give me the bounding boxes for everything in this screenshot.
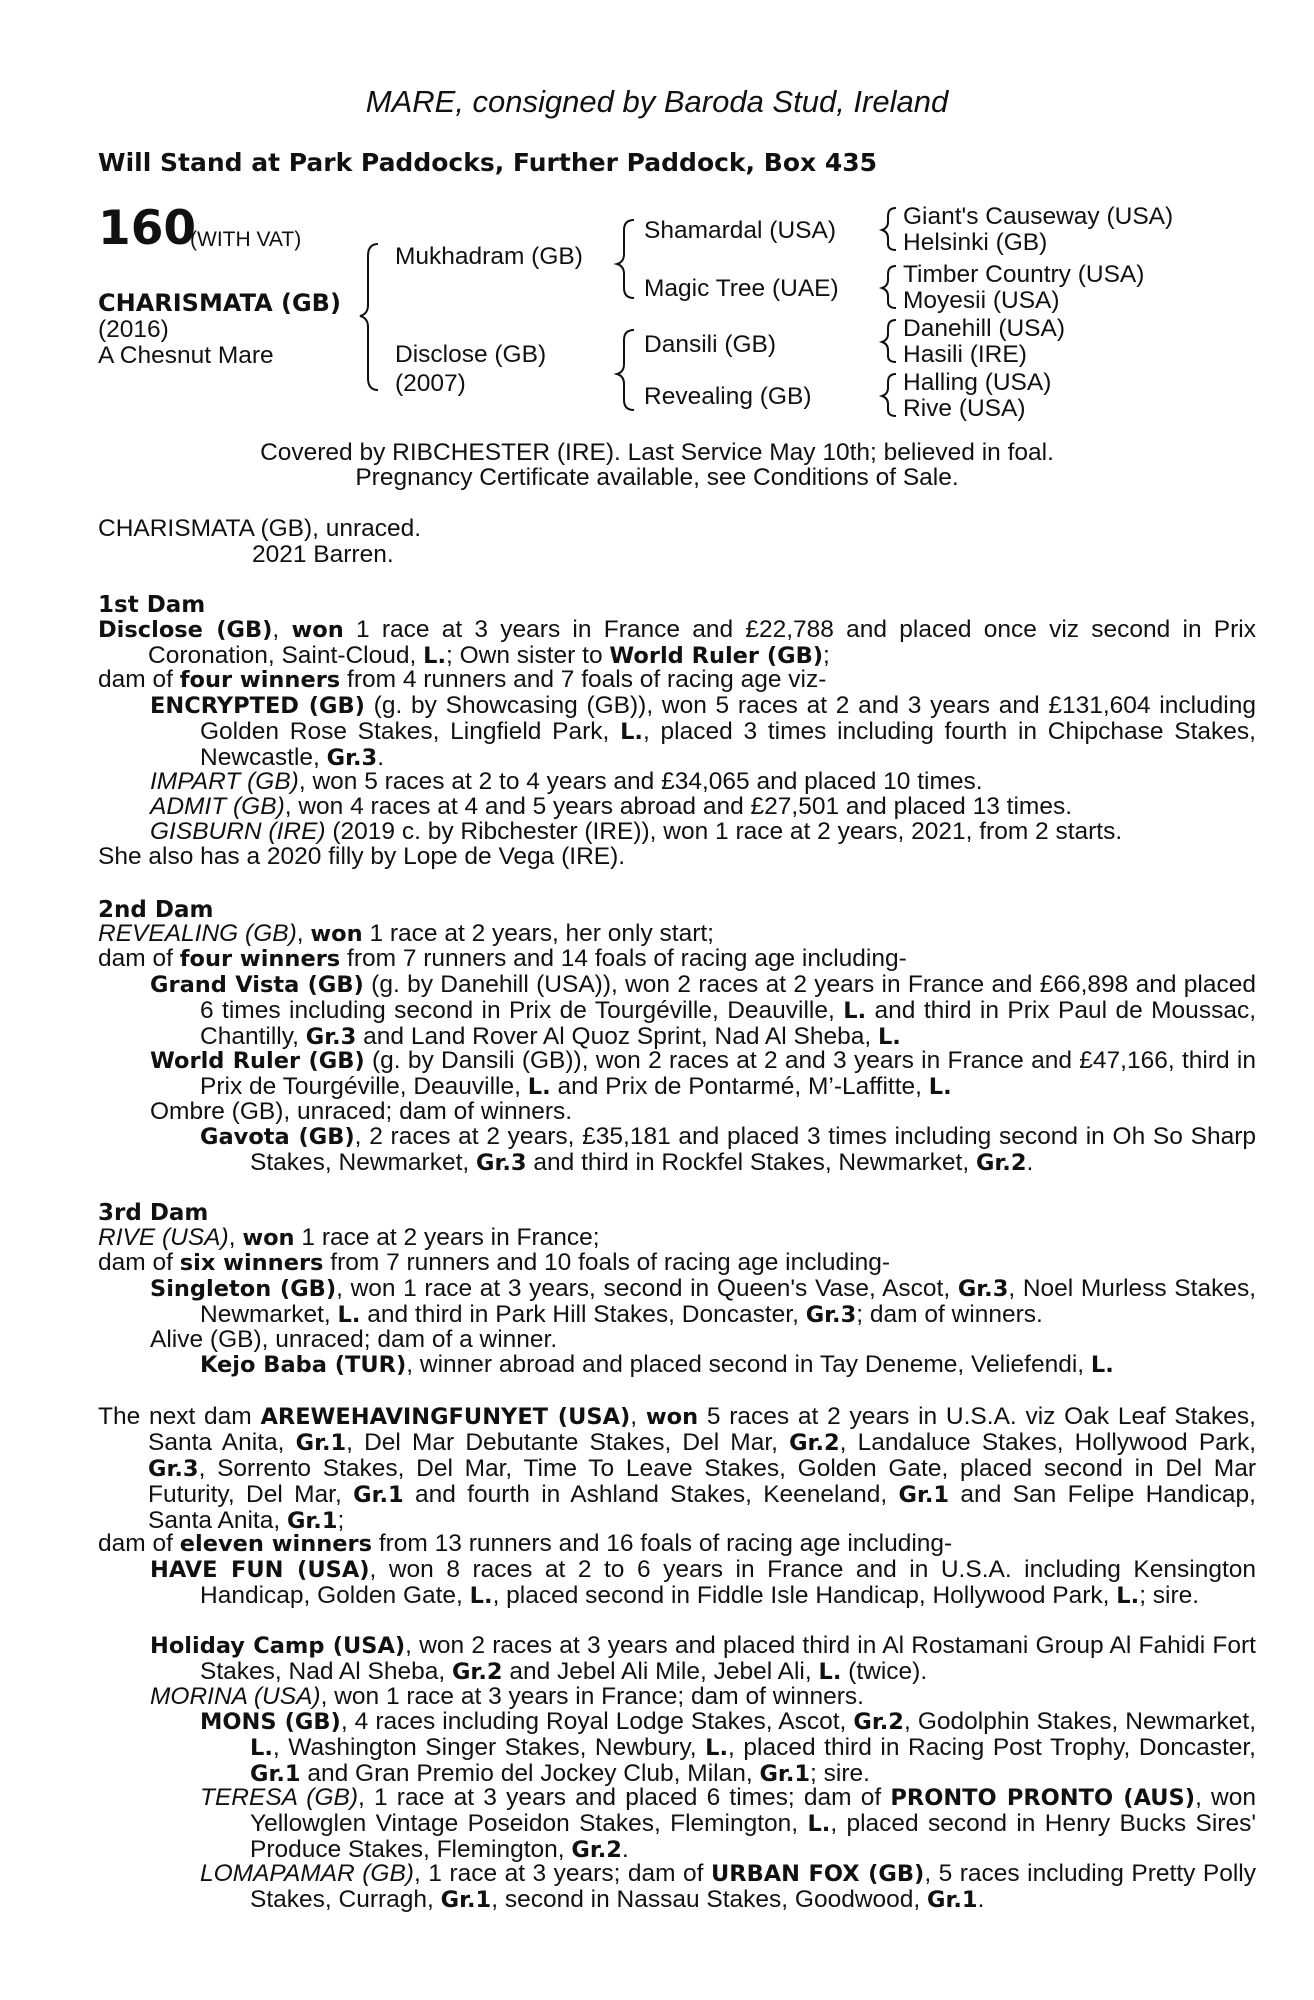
ggp-8: Rive (USA) [903,395,1026,422]
text-run: , [272,616,292,643]
text-run: L. [843,998,867,1024]
sire-sire-name: Shamardal (USA) [644,217,836,244]
text-run: L. [928,1074,952,1100]
text-run: dam of [98,945,180,972]
text-run: . [1026,1149,1034,1176]
text-run: six winners [179,1250,324,1276]
text-run: and third in Rockfel Stakes, Newmarket, [526,1149,976,1176]
first-dam-p1 [98,617,1256,669]
third-dam-p5 [200,1352,1114,1378]
text-run: (g. by Showcasing (GB)), won 5 races at 2 and 3 years and £131,604 including Golden Rose Stakes, Lingfield Park, [200,692,1256,745]
text-run: and Prix de Pontarmé, M’-Laffitte, [550,1073,929,1100]
text-run: The next dam [98,1403,261,1430]
text-run: L. [620,719,643,745]
text-run: from 7 runners and 14 foals of racing age including- [340,945,907,972]
dam-year: (2007) [395,370,466,397]
text-run: L. [423,643,446,669]
next-dam-p4 [150,1633,1256,1685]
vat-note: (WITH VAT) [190,228,302,251]
text-run: Gavota (GB) [200,1124,355,1150]
text-run: won [242,1225,295,1251]
ggp-7: Halling (USA) [903,369,1052,396]
lot-number: 160 [98,201,197,256]
next-dam-p1 [98,1404,1256,1534]
text-run: Gr.1 [898,1482,950,1508]
text-run: Gr.1 [295,1430,347,1456]
text-run: from 7 runners and 10 foals of racing age including- [323,1249,891,1276]
text-run: won [645,1404,699,1430]
text-run: from 4 runners and 7 foals of racing age viz- [340,666,827,693]
text-run: , Landaluce Stakes, Hollywood Park, [839,1429,1257,1456]
text-run: . [977,1886,985,1913]
text-run: MORINA (USA) [150,1683,321,1710]
text-run: World Ruler (GB) [609,643,824,669]
first-dam-p6 [150,819,1122,844]
text-run: and Gran Premio del Jockey Club, Milan, [300,1760,760,1787]
text-run: eleven winners [179,1531,373,1557]
text-run: Gr.3 [805,1302,857,1328]
text-run: REVEALING (GB) [98,920,297,947]
text-run: . [377,744,385,771]
horse-description: A Chesnut Mare [98,342,274,369]
text-run: Gr.3 [148,1456,199,1482]
text-run: (g. by Danehill (USA)), won 2 races at 2 years in France and £66,898 and placed 6 times including second in Prix de Tourgéville, Deauville, [200,971,1256,1024]
text-run: , 1 race at 3 years; dam of [413,1860,712,1887]
ggp-2: Helsinki (GB) [903,229,1048,256]
text-run: ENCRYPTED (GB) [150,693,365,719]
text-run: Alive (GB), unraced; dam of a winner. [150,1326,558,1353]
text-run: , 4 races including Royal Lodge Stakes, Ascot, [340,1708,854,1735]
text-run: , [296,920,311,947]
text-run: Gr.3 [957,1276,1009,1302]
first-dam-p5 [150,794,1072,819]
text-run: ; [823,642,830,669]
text-run: IMPART (GB) [150,768,299,795]
text-run: , won 5 races at 2 to 4 years and £34,065 and placed 10 times. [298,768,983,795]
third-dam-p1 [98,1225,600,1251]
first-dam-heading: 1st Dam [98,592,206,618]
text-run: ; sire. [1139,1582,1200,1609]
text-run: Gr.1 [250,1761,301,1787]
text-run: , Washington Singer Stakes, Newbury, [272,1734,706,1761]
covered-line-2: Pregnancy Certificate available, see Conditions of Sale. [355,464,959,491]
text-run: Gr.3 [326,745,378,771]
next-dam-p5 [150,1684,864,1709]
text-run: Ombre (GB), unraced; dam of winners. [150,1098,573,1125]
text-run: and Land Rover Al Quoz Sprint, Nad Al Sheba, [356,1023,878,1050]
text-run: , [630,1403,646,1430]
summary-line-1: CHARISMATA (GB), unraced. [98,515,422,542]
text-run: , Sorrento Stakes, Del Mar, Time To Leave Stakes, Golden Gate, placed second in Del Mar Futurity, Del Mar, [148,1455,1256,1508]
horse-name: CHARISMATA (GB) [98,289,341,317]
text-run: , won 1 race at 3 years, second in Queen's Vase, Ascot, [336,1275,958,1302]
text-run: Disclose (GB) [98,617,273,643]
first-dam-p7 [98,844,625,869]
text-run: ; sire. [810,1760,870,1787]
ggp-4: Moyesii (USA) [903,287,1060,314]
text-run: L. [705,1735,729,1761]
text-run: , won 4 races at 4 and 5 years abroad and £27,501 and placed 13 times. [284,793,1073,820]
text-run: and fourth in Ashland Stakes, Keeneland, [403,1481,899,1508]
first-dam-p4 [150,769,983,794]
text-run: Gr.2 [571,1837,622,1863]
text-run: , won Yellowglen Vintage Poseidon Stakes, Flemington, [250,1784,1256,1837]
text-run: Gr.1 [353,1482,404,1508]
text-run: , 1 race at 3 years and placed 6 times; dam of [358,1784,891,1811]
third-dam-p4 [150,1327,557,1352]
stand-location: Will Stand at Park Paddocks, Further Paddock, Box 435 [98,148,878,177]
text-run: , placed second in Henry Bucks Sires' Produce Stakes, Flemington, [250,1810,1256,1863]
text-run: , Noel Murless Stakes, Newmarket, [200,1275,1256,1328]
second-dam-p1 [98,921,714,947]
text-run: , winner abroad and placed second in Tay Deneme, Veliefendi, [406,1351,1091,1378]
text-run: L. [807,1811,831,1837]
text-run: 1 race at 2 years in France; [294,1224,600,1251]
text-run: Gr.2 [451,1659,503,1685]
text-run: GISBURN (IRE) [150,818,326,845]
text-run: , placed 3 times including fourth in Chipchase Stakes, Newcastle, [200,718,1256,771]
text-run: Gr.1 [440,1887,492,1913]
text-run: won [291,617,344,643]
text-run: , second in Nassau Stakes, Goodwood, [491,1886,928,1913]
text-run: Gr.1 [759,1761,811,1787]
second-dam-p5 [150,1099,572,1124]
next-dam-p2 [98,1531,952,1557]
text-run: , Godolphin Stakes, Newmarket, [903,1708,1256,1735]
dam-dam-name: Revealing (GB) [644,383,812,410]
third-dam-p3 [150,1276,1256,1328]
text-run: ; dam of winners. [856,1301,1043,1328]
text-run: Gr.2 [789,1430,840,1456]
text-run: Gr.1 [927,1887,978,1913]
second-dam-p2 [98,946,907,972]
text-run: dam of [98,1249,180,1276]
text-run: , placed second in Fiddle Isle Handicap, Hollywood Park, [492,1582,1117,1609]
covered-line-1: Covered by RIBCHESTER (IRE). Last Service May 10th; believed in foal. [260,439,1054,466]
ggp-3: Timber Country (USA) [903,261,1145,288]
text-run: Kejo Baba (TUR) [200,1352,407,1378]
text-run: four winners [179,946,341,972]
text-run: L. [818,1659,842,1685]
text-run: PRONTO PRONTO (AUS) [890,1785,1196,1811]
text-run: , Del Mar Debutante Stakes, Del Mar, [346,1429,790,1456]
text-run: Holiday Camp (USA) [150,1633,406,1659]
text-run: , won 1 race at 3 years in France; dam of winners. [320,1683,864,1710]
text-run: from 13 runners and 16 foals of racing age including- [372,1530,953,1557]
text-run: AREWEHAVINGFUNYET (USA) [260,1404,631,1430]
text-run: L. [1090,1352,1114,1378]
sire-name: Mukhadram (GB) [395,243,583,270]
text-run: ADMIT (GB) [150,793,285,820]
text-run: World Ruler (GB) [150,1048,365,1074]
text-run: Singleton (GB) [150,1276,337,1302]
text-run: , won 2 races at 3 years and placed third in Al Rostamani Group Al Fahidi Fort Stakes, Nad Al Sheba, [200,1632,1256,1685]
next-dam-p3 [150,1557,1256,1609]
text-run: , 2 races at 2 years, £35,181 and placed 3 times including second in Oh So Sharp Stakes, Newmarket, [250,1123,1256,1176]
text-run: 1 race at 3 years in France and £22,788 and placed once viz second in Prix Coronation, Saint-Cloud, [148,616,1256,669]
summary-line-2: 2021 Barren. [252,541,394,568]
text-run: and third in Prix Paul de Moussac, Chantilly, [200,997,1256,1050]
text-run: Gr.3 [476,1150,527,1176]
ggp-6: Hasili (IRE) [903,341,1027,368]
text-run: , won 8 races at 2 to 6 years in France and in U.S.A. including Kensington Handicap, Golden Gate, [200,1556,1256,1609]
text-run: Gr.1 [286,1508,338,1534]
text-run: dam of [98,666,180,693]
text-run: L. [1116,1583,1140,1609]
text-run: Gr.2 [975,1150,1027,1176]
text-run: L. [527,1074,551,1100]
text-run: URBAN FOX (GB) [711,1861,925,1887]
second-dam-heading: 2nd Dam [98,897,214,923]
text-run: ; [337,1507,345,1534]
consignment-title: MARE, consigned by Baroda Stud, Ireland [365,84,949,119]
text-run: . [621,1836,629,1863]
horse-year: (2016) [98,316,169,343]
ggp-1: Giant's Causeway (USA) [903,203,1174,230]
text-run: Gr.2 [853,1709,904,1735]
text-run: L. [337,1302,361,1328]
text-run: L. [877,1024,901,1050]
text-run: 5 races at 2 years in U.S.A. viz Oak Leaf Stakes, Santa Anita, [148,1403,1256,1456]
text-run: RIVE (USA) [98,1224,229,1251]
text-run: 1 race at 2 years, her only start; [362,920,714,947]
next-dam-p6 [200,1709,1256,1787]
text-run: (twice). [841,1658,928,1685]
text-run: She also has a 2020 filly by Lope de Vega (IRE). [98,843,626,870]
third-dam-heading: 3rd Dam [98,1200,209,1226]
text-run: and Jebel Ali Mile, Jebel Ali, [502,1658,819,1685]
text-run: , placed third in Racing Post Trophy, Doncaster, [728,1734,1256,1761]
text-run: and San Felipe Handicap, Santa Anita, [148,1481,1256,1534]
text-run: HAVE FUN (USA) [150,1557,370,1583]
second-dam-p4 [150,1048,1256,1100]
text-run: (g. by Dansili (GB)), won 2 races at 2 and 3 years in France and £47,166, third in Prix de Tourgéville, Deauville, [200,1047,1256,1100]
text-run: won [310,921,363,947]
text-run: Grand Vista (GB) [150,972,364,998]
text-run: , [228,1224,243,1251]
text-run: ; Own sister to [446,642,610,669]
text-run: MONS (GB) [200,1709,341,1735]
third-dam-p2 [98,1250,890,1276]
second-dam-p3 [150,972,1256,1050]
next-dam-p8 [200,1861,1256,1913]
text-run: TERESA (GB) [200,1784,359,1811]
text-run: dam of [98,1530,180,1557]
sire-dam-name: Magic Tree (UAE) [644,275,839,302]
first-dam-p2 [98,667,826,693]
dam-sire-name: Dansili (GB) [644,331,777,358]
second-dam-p6 [200,1124,1256,1176]
text-run: L. [469,1583,493,1609]
text-run: (2019 c. by Ribchester (IRE)), won 1 race at 2 years, 2021, from 2 starts. [325,818,1123,845]
next-dam-p7 [200,1785,1256,1863]
text-run: , 5 races including Pretty Polly Stakes, Curragh, [250,1860,1257,1913]
dam-name: Disclose (GB) [395,341,547,368]
text-run: four winners [179,667,341,693]
ggp-5: Danehill (USA) [903,315,1066,342]
text-run: Gr.3 [305,1024,357,1050]
first-dam-p3 [150,693,1256,771]
text-run: and third in Park Hill Stakes, Doncaster, [360,1301,806,1328]
text-run: LOMAPAMAR (GB) [200,1860,414,1887]
text-run: L. [250,1735,273,1761]
